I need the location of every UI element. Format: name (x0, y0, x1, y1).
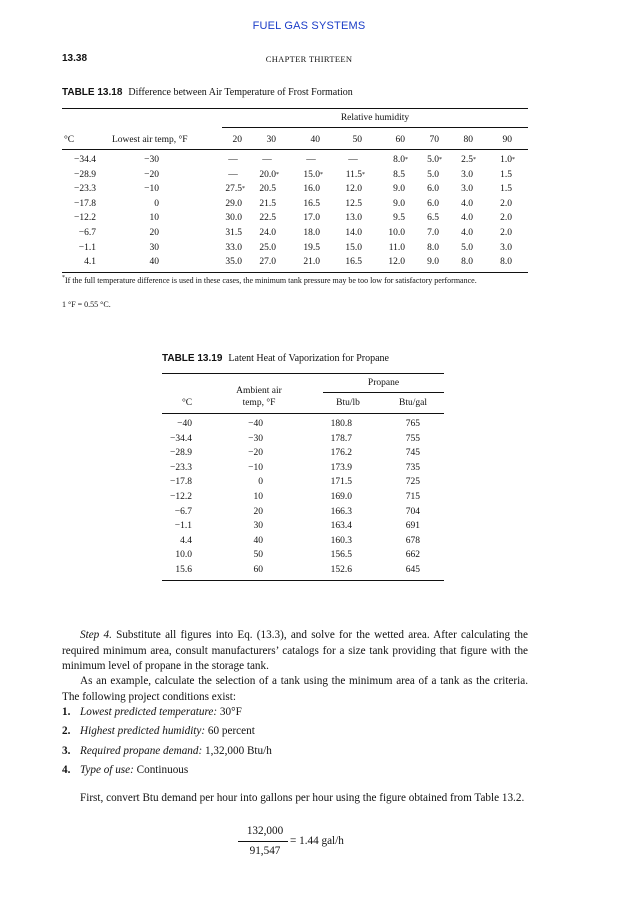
cell-value: 1.0 (500, 155, 512, 165)
humidity-col-header: 20 (232, 135, 242, 145)
temp-difference-cell (417, 257, 439, 268)
cell-value: 27.0 (259, 257, 276, 268)
cell-value: 25.0 (259, 242, 276, 253)
temp-difference-cell: 11.5 * (345, 169, 365, 180)
fahrenheit-cell: 20 (253, 506, 263, 517)
temp-difference-cell (298, 228, 320, 239)
temp-difference-cell (340, 199, 362, 210)
cell-value: 11.5 (345, 169, 362, 180)
temp-difference-cell (383, 228, 405, 239)
table2-group-rule (323, 392, 444, 393)
table-top-rule (62, 108, 528, 109)
propane-header: Propane (367, 378, 400, 388)
humidity-col-header: 90 (502, 135, 512, 145)
temp-difference-cell (490, 199, 512, 210)
btu-gal-cell: 765 (405, 419, 420, 429)
chapter-title: CHAPTER THIRTEEN (265, 54, 353, 64)
temp-difference-cell (340, 213, 362, 224)
equation-result: = 1.44 gal/h (290, 835, 344, 847)
col-header-btu-lb: Btu/lb (336, 398, 360, 408)
temp-difference-cell (298, 199, 320, 210)
temp-difference-cell (222, 155, 244, 166)
cell-value: 1.5 (500, 184, 512, 195)
cell-value: 35.0 (225, 257, 242, 268)
cell-value: 17.0 (303, 213, 320, 224)
fahrenheit-cell: 60 (253, 565, 263, 575)
celsius-cell: −23.3 (170, 462, 192, 473)
fahrenheit-cell: −20 (144, 169, 159, 180)
cell-value: 20.0 (259, 169, 276, 180)
temp-difference-cell (417, 243, 439, 254)
celsius-cell: −6.7 (174, 506, 192, 517)
temp-difference-cell (300, 155, 322, 166)
temp-difference-cell (340, 228, 362, 239)
temp-difference-cell (220, 199, 242, 210)
btu-lb-cell: 171.5 (330, 477, 352, 488)
fahrenheit-cell: −40 (248, 419, 263, 429)
cell-value: 3.0 (461, 184, 473, 195)
btu-gal-cell: 704 (405, 506, 420, 517)
temp-difference-cell (340, 184, 362, 195)
celsius-cell: −1.1 (174, 521, 192, 532)
temp-difference-cell (451, 184, 473, 195)
table-bottom-rule (62, 272, 528, 273)
btu-lb-cell: 160.3 (330, 535, 352, 546)
temp-difference-cell (383, 213, 405, 224)
temp-difference-cell (451, 243, 473, 254)
cell-value: 21.5 (259, 198, 276, 209)
celsius-cell: −34.4 (74, 155, 96, 165)
step-4-paragraph (62, 628, 528, 675)
cell-value: 2.0 (500, 213, 512, 224)
temp-difference-cell: 5.0 * (427, 155, 442, 165)
temp-difference-cell (256, 155, 278, 166)
humidity-col-header: 40 (310, 135, 320, 145)
header-rule (62, 149, 528, 150)
temp-difference-cell: 8.0 * (393, 155, 408, 165)
temp-difference-cell (298, 184, 320, 195)
temp-difference-cell: 27.5 * (225, 184, 245, 195)
humidity-col-header: 80 (463, 135, 473, 145)
temp-difference-cell (254, 257, 276, 268)
fahrenheit-cell: 40 (149, 257, 159, 268)
equation-denominator: 91,547 (249, 845, 281, 857)
btu-lb-cell: 166.3 (330, 506, 352, 517)
cell-value: 18.0 (303, 228, 320, 238)
temp-difference-cell (490, 213, 512, 224)
cell-value: 16.5 (303, 198, 320, 209)
equation-numerator: 132,000 (246, 825, 284, 837)
group-rule (222, 127, 528, 128)
celsius-cell: −17.8 (74, 198, 96, 209)
condition-value: 60 percent (207, 725, 255, 738)
btu-gal-cell: 662 (405, 550, 420, 561)
temp-difference-cell (220, 213, 242, 224)
cell-value: 4.0 (461, 198, 473, 209)
fahrenheit-cell: 0 (154, 198, 159, 209)
temp-difference-cell (490, 228, 512, 239)
cell-value: 6.5 (427, 213, 439, 224)
cell-value: 5.0 (427, 169, 439, 180)
step-label: Step 4. (80, 629, 112, 641)
celsius-cell: −23.3 (74, 184, 96, 195)
condition-label: Required propane demand: (80, 744, 203, 757)
temp-difference-cell (220, 243, 242, 254)
temp-difference-cell (417, 213, 439, 224)
btu-lb-cell: 156.5 (330, 550, 352, 561)
fahrenheit-cell: 30 (149, 242, 159, 253)
fahrenheit-cell: 30 (253, 521, 263, 532)
btu-gal-cell: 755 (405, 433, 420, 444)
temp-difference-cell (451, 199, 473, 210)
temp-difference-cell (490, 170, 512, 181)
cell-value: 8.5 (393, 169, 405, 180)
cell-value: 15.0 (303, 169, 320, 180)
condition-label: Lowest predicted temperature: (80, 706, 218, 718)
col-header-ambient-line2: temp, °F (242, 398, 276, 408)
condition-item (62, 744, 272, 759)
temp-difference-cell (340, 257, 362, 268)
cell-value: 6.0 (427, 184, 439, 195)
col-header-f: Lowest air temp, °F (112, 135, 188, 145)
cell-value: 14.0 (345, 228, 362, 238)
temp-difference-cell (490, 184, 512, 195)
temp-difference-cell (383, 170, 405, 181)
cell-value: 21.0 (303, 257, 320, 268)
cell-value: 7.0 (427, 228, 439, 238)
cell-value: 8.0 (393, 155, 405, 165)
cell-value: — (348, 155, 358, 165)
fahrenheit-cell: −10 (144, 184, 159, 195)
celsius-cell: −12.2 (170, 492, 192, 502)
btu-lb-cell: 178.7 (330, 433, 352, 444)
table-13-19-caption (162, 353, 389, 364)
condition-value: 1,32,000 Btu/h (205, 744, 272, 757)
cell-value: 4.0 (461, 213, 473, 224)
temp-difference-cell (254, 228, 276, 239)
cell-value: 5.0 (461, 242, 473, 253)
humidity-col-header: 70 (429, 135, 439, 145)
fahrenheit-cell: 20 (149, 228, 159, 238)
cell-value: 8.0 (461, 257, 473, 268)
cell-value: 27.5 (225, 184, 242, 195)
temp-difference-cell (490, 257, 512, 268)
temp-difference-cell (220, 228, 242, 239)
temp-difference-cell: 1.0 * (500, 155, 515, 165)
temp-difference-cell (254, 243, 276, 254)
col-header-c: °C (64, 135, 75, 145)
condition-item (62, 724, 255, 739)
running-head: FUEL GAS SYSTEMS (252, 20, 366, 32)
cell-value: 8.0 (500, 257, 512, 268)
temp-difference-cell (417, 184, 439, 195)
temp-difference-cell (451, 170, 473, 181)
cell-value: 33.0 (225, 242, 242, 253)
btu-gal-cell: 745 (405, 448, 420, 459)
temp-difference-cell (254, 199, 276, 210)
temp-difference-cell (451, 213, 473, 224)
fraction-bar (238, 841, 288, 842)
col-header-ambient-line1: Ambient air (236, 386, 282, 396)
temp-difference-cell (298, 213, 320, 224)
cell-value: 31.5 (225, 228, 242, 238)
cell-value: 19.5 (303, 242, 320, 253)
cell-value: — (228, 169, 238, 180)
temp-difference-cell: 15.0 * (303, 169, 323, 180)
cell-value: 22.5 (259, 213, 276, 224)
table-number: TABLE 13.19 (162, 353, 223, 364)
cell-value: 16.5 (345, 257, 362, 268)
btu-lb-cell: 152.6 (330, 565, 352, 575)
cell-value: 20.5 (259, 184, 276, 195)
cell-value: 3.0 (461, 169, 473, 180)
convert-paragraph: First, convert Btu demand per hour into gallons per hour using the figure obtained from Table 13.2. (80, 792, 525, 804)
fahrenheit-cell: 40 (253, 535, 263, 546)
temp-difference-cell (254, 213, 276, 224)
temp-difference-cell (451, 228, 473, 239)
fahrenheit-cell: 10 (253, 492, 263, 502)
temp-difference-cell (383, 199, 405, 210)
btu-gal-cell: 691 (405, 521, 420, 532)
cell-value: 16.0 (303, 184, 320, 195)
condition-label: Type of use: (80, 763, 134, 776)
cell-value: 6.0 (427, 198, 439, 209)
cell-value: 9.0 (393, 198, 405, 209)
temp-difference-cell (490, 243, 512, 254)
temp-difference-cell (222, 170, 244, 181)
btu-lb-cell: 173.9 (330, 462, 352, 473)
cell-value: 13.0 (345, 213, 362, 224)
fahrenheit-cell: −30 (144, 155, 159, 165)
celsius-cell: −28.9 (170, 448, 192, 459)
btu-lb-cell: 176.2 (330, 448, 352, 459)
step-text: Substitute all figures into Eq. (13.3), and solve for the wetted area. After calculating the required minimum area, consult manufacturers’ catalogs for a size tank providing that figure with the minimum level of propane in the storage tank. (62, 629, 528, 672)
cell-value: 9.0 (427, 257, 439, 268)
fahrenheit-cell: 10 (149, 213, 159, 224)
temp-difference-cell (417, 228, 439, 239)
cell-value: 24.0 (259, 228, 276, 238)
cell-value: 2.0 (500, 228, 512, 238)
col-header-btu-gal: Btu/gal (399, 398, 427, 408)
humidity-col-header: 60 (395, 135, 405, 145)
fahrenheit-cell: −10 (248, 462, 263, 473)
temp-difference-cell (383, 243, 405, 254)
temp-difference-cell (417, 170, 439, 181)
humidity-col-header: 50 (352, 135, 362, 145)
conversion-note: 1 °F = 0.55 °C. (62, 300, 111, 309)
example-paragraph: As an example, calculate the selection of a tank using the minimum area of a tank as the criteria. The following project conditions exist: (62, 675, 528, 703)
celsius-cell: −12.2 (74, 213, 96, 224)
temp-difference-cell (298, 243, 320, 254)
fahrenheit-cell: −20 (248, 448, 263, 459)
cell-value: 12.0 (388, 257, 405, 268)
table-footnote (62, 276, 532, 286)
celsius-cell: −17.8 (170, 477, 192, 488)
page-number: 13.38 (62, 53, 88, 64)
celsius-cell: −6.7 (78, 228, 96, 238)
cell-value: 1.5 (500, 169, 512, 180)
temp-difference-cell (417, 199, 439, 210)
cell-value: 8.0 (427, 242, 439, 253)
table2-bottom-rule (162, 580, 444, 581)
condition-label: Highest predicted humidity: (80, 725, 206, 738)
cell-value: — (306, 155, 316, 165)
btu-gal-cell: 645 (405, 565, 420, 575)
cell-value: 2.0 (500, 198, 512, 209)
cell-value: 10.0 (388, 228, 405, 238)
fahrenheit-cell: 0 (258, 477, 263, 488)
cell-value: 9.5 (393, 213, 405, 224)
cell-value: 29.0 (225, 198, 242, 209)
condition-value: Continuous (136, 763, 189, 776)
footnote-text: If the full temperature difference is used in these cases, the minimum tank pressure may be too low for satisfactory performance. (65, 276, 477, 285)
cell-value: 5.0 (427, 155, 439, 165)
table2-header-rule (162, 413, 444, 414)
celsius-cell: −40 (177, 419, 192, 429)
temp-difference-cell (254, 184, 276, 195)
cell-value: 11.0 (388, 242, 405, 253)
table-title: Difference between Air Temperature of Frost Formation (128, 87, 353, 98)
footnote-marker: * (62, 275, 65, 281)
btu-lb-cell: 180.8 (330, 419, 352, 429)
temp-difference-cell (451, 257, 473, 268)
celsius-cell: 15.6 (175, 565, 192, 575)
cell-value: 2.5 (461, 155, 473, 165)
cell-value: 15.0 (345, 242, 362, 253)
celsius-cell: 10.0 (175, 550, 192, 561)
btu-lb-cell: 163.4 (330, 521, 352, 532)
celsius-cell: −34.4 (170, 433, 192, 444)
col-header-c: °C (182, 398, 193, 408)
condition-number: 4. (62, 763, 71, 776)
temp-difference-cell: 20.0 * (259, 169, 279, 180)
btu-gal-cell: 715 (405, 492, 420, 502)
temp-difference-cell (383, 257, 405, 268)
celsius-cell: −1.1 (78, 242, 96, 253)
condition-item (62, 705, 242, 720)
temp-difference-cell (298, 257, 320, 268)
celsius-cell: −28.9 (74, 169, 96, 180)
btu-lb-cell: 169.0 (330, 492, 352, 502)
cell-value: 12.5 (345, 198, 362, 209)
celsius-cell: 4.4 (180, 535, 192, 546)
btu-gal-cell: 735 (405, 462, 420, 473)
temp-difference-cell: 2.5 * (461, 155, 476, 165)
cell-value: 30.0 (225, 213, 242, 224)
condition-number: 2. (62, 725, 71, 738)
condition-number: 1. (62, 706, 71, 718)
celsius-cell: 4.1 (84, 257, 96, 268)
relative-humidity-header: Relative humidity (340, 113, 410, 123)
fahrenheit-cell: −30 (248, 433, 263, 444)
temp-difference-cell (383, 184, 405, 195)
fahrenheit-cell: 50 (253, 550, 263, 561)
cell-value: 12.0 (345, 184, 362, 195)
temp-difference-cell (340, 243, 362, 254)
table2-top-rule (162, 373, 444, 374)
condition-number: 3. (62, 744, 71, 757)
cell-value: — (262, 155, 272, 165)
table-13-18-caption (62, 87, 353, 98)
temp-difference-cell (342, 155, 364, 166)
condition-value: 30°F (219, 706, 242, 718)
cell-value: 4.0 (461, 228, 473, 238)
cell-value: — (228, 155, 238, 165)
table-title: Latent Heat of Vaporization for Propane (228, 353, 389, 364)
condition-item (62, 763, 188, 778)
btu-gal-cell: 725 (405, 477, 420, 488)
cell-value: 3.0 (500, 242, 512, 253)
table-number: TABLE 13.18 (62, 87, 123, 98)
temp-difference-cell (220, 257, 242, 268)
cell-value: 9.0 (393, 184, 405, 195)
humidity-col-header: 30 (266, 135, 276, 145)
btu-gal-cell: 678 (405, 535, 420, 546)
